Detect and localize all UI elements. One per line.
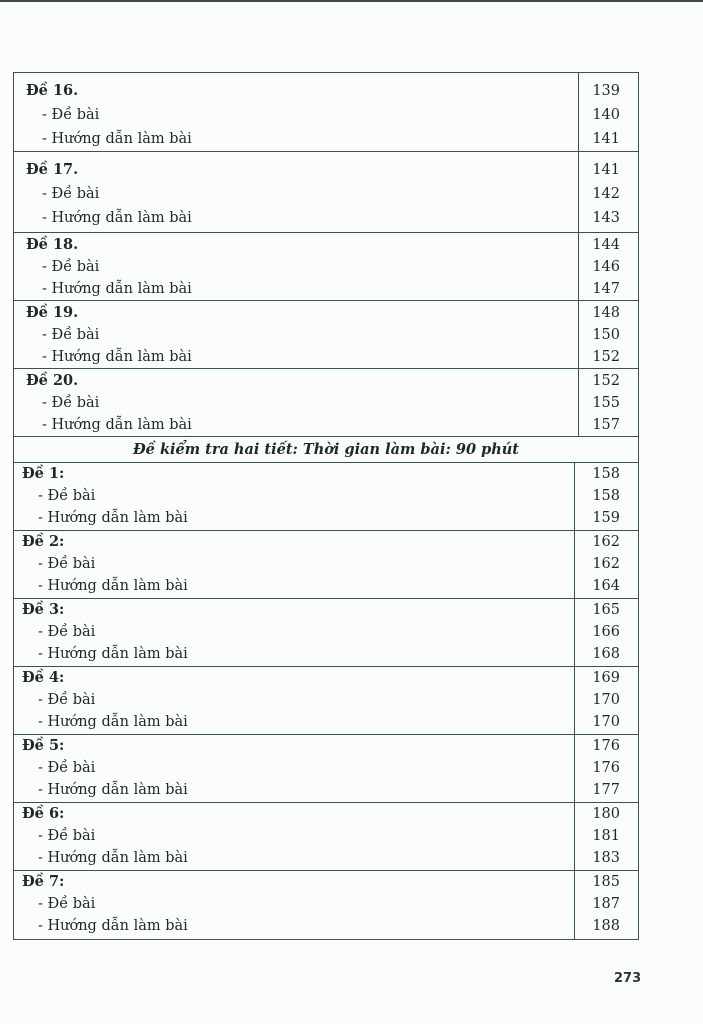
toc-entry-de-7 — [14, 871, 638, 939]
top-edge-line — [0, 0, 703, 2]
entry-sub-label: - Hướng dẫn làm bài — [38, 782, 188, 798]
entry-sub-label: - Hướng dẫn làm bài — [42, 210, 192, 226]
toc-entry-de-17 — [14, 152, 638, 233]
entry-sub-page: 183 — [592, 850, 620, 866]
section-heading: Đề kiểm tra hai tiết: Thời gian làm bài: 90 phút — [14, 437, 638, 463]
entry-sub-page: 142 — [592, 186, 620, 202]
entry-sub-label: - Đề bài — [42, 259, 100, 275]
entry-sub-page: 168 — [592, 646, 620, 662]
entry-page: 185 — [592, 874, 620, 890]
entry-sub-page: 176 — [592, 760, 620, 776]
entry-sub-label: - Hướng dẫn làm bài — [38, 850, 188, 866]
entry-title: Đề 2: — [22, 533, 65, 550]
entry-title: Đề 6: — [22, 805, 65, 822]
entry-sub-label: - Đề bài — [38, 624, 96, 640]
entry-page: 139 — [592, 83, 620, 99]
entry-title: Đề 16. — [26, 82, 79, 99]
entry-sub-page: 187 — [592, 896, 620, 912]
toc-entry-de-6 — [14, 803, 638, 871]
entry-sub-page: 162 — [592, 556, 620, 572]
entry-sub-page: 140 — [592, 107, 620, 123]
entry-sub-page: 170 — [592, 692, 620, 708]
entry-sub-page: 152 — [592, 349, 620, 365]
entry-sub-label: - Đề bài — [38, 488, 96, 504]
entry-sub-label: - Đề bài — [42, 186, 100, 202]
entry-sub-label: - Hướng dẫn làm bài — [42, 417, 192, 433]
entry-sub-page: 141 — [592, 131, 620, 147]
entry-sub-label: - Hướng dẫn làm bài — [42, 349, 192, 365]
toc-entry-de-3 — [14, 599, 638, 667]
entry-title: Đề 3: — [22, 601, 65, 618]
entry-sub-page: 177 — [592, 782, 620, 798]
toc-entry-de-2 — [14, 531, 638, 599]
toc-entry-de-5 — [14, 735, 638, 803]
entry-sub-page: 164 — [592, 578, 620, 594]
entry-sub-page: 147 — [592, 281, 620, 297]
entry-sub-label: - Đề bài — [42, 395, 100, 411]
entry-sub-label: - Hướng dẫn làm bài — [38, 714, 188, 730]
toc-entry-de-18 — [14, 233, 638, 301]
entry-sub-page: 159 — [592, 510, 620, 526]
entry-sub-label: - Đề bài — [38, 828, 96, 844]
entry-sub-label: - Đề bài — [38, 692, 96, 708]
entry-page: 176 — [592, 738, 620, 754]
toc-entry-de-20 — [14, 369, 638, 437]
entry-sub-label: - Hướng dẫn làm bài — [38, 646, 188, 662]
entry-sub-page: 166 — [592, 624, 620, 640]
toc-entry-de-19 — [14, 301, 638, 369]
entry-page: 144 — [592, 237, 620, 253]
entry-title: Đề 7: — [22, 873, 65, 890]
entry-title: Đề 5: — [22, 737, 65, 754]
entry-sub-page: 146 — [592, 259, 620, 275]
entry-title: Đề 18. — [26, 236, 79, 253]
entry-page: 158 — [592, 466, 620, 482]
entry-title: Đề 1: — [22, 465, 65, 482]
entry-sub-page: 181 — [592, 828, 620, 844]
page-number: 273 — [614, 971, 642, 986]
entry-page: 162 — [592, 534, 620, 550]
entry-page: 141 — [592, 162, 620, 178]
entry-sub-label: - Đề bài — [42, 107, 100, 123]
entry-page: 180 — [592, 806, 620, 822]
toc-entry-de-4 — [14, 667, 638, 735]
table-of-contents — [13, 72, 639, 940]
entry-sub-page: 170 — [592, 714, 620, 730]
entry-sub-label: - Đề bài — [42, 327, 100, 343]
entry-title: Đề 20. — [26, 372, 79, 389]
entry-sub-page: 155 — [592, 395, 620, 411]
entry-title: Đề 17. — [26, 161, 79, 178]
entry-sub-label: - Hướng dẫn làm bài — [38, 918, 188, 934]
entry-sub-label: - Hướng dẫn làm bài — [42, 131, 192, 147]
entry-title: Đề 19. — [26, 304, 79, 321]
toc-entry-de-16 — [14, 73, 638, 152]
entry-sub-label: - Hướng dẫn làm bài — [38, 510, 188, 526]
entry-page: 165 — [592, 602, 620, 618]
entry-sub-label: - Hướng dẫn làm bài — [42, 281, 192, 297]
entry-sub-label: - Đề bài — [38, 760, 96, 776]
toc-entry-de-1 — [14, 463, 638, 531]
entry-sub-page: 188 — [592, 918, 620, 934]
entry-sub-label: - Hướng dẫn làm bài — [38, 578, 188, 594]
entry-title: Đề 4: — [22, 669, 65, 686]
entry-sub-page: 157 — [592, 417, 620, 433]
entry-sub-page: 158 — [592, 488, 620, 504]
entry-sub-label: - Đề bài — [38, 896, 96, 912]
entry-sub-page: 143 — [592, 210, 620, 226]
entry-page: 148 — [592, 305, 620, 321]
entry-page: 169 — [592, 670, 620, 686]
entry-page: 152 — [592, 373, 620, 389]
entry-sub-page: 150 — [592, 327, 620, 343]
entry-sub-label: - Đề bài — [38, 556, 96, 572]
